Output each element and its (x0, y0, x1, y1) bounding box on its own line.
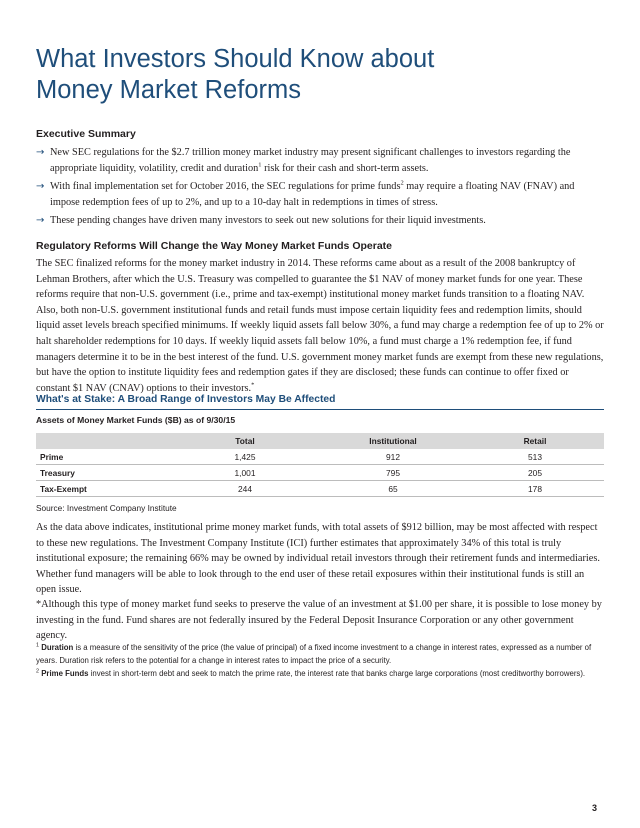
title-line-1: What Investors Should Know about (36, 45, 435, 73)
table-header-retail: Retail (466, 433, 604, 449)
row-label: Treasury (36, 465, 170, 481)
stake-heading: What's at Stake: A Broad Range of Investors May Be Affected (36, 394, 336, 405)
arrow-right-icon: → (36, 215, 45, 226)
table-row (36, 481, 604, 497)
footnote-term: Duration (41, 643, 74, 652)
table-header-row (36, 433, 604, 449)
title-line-2: Money Market Reforms (36, 76, 301, 104)
bullet-text-cont: may require a floating NAV (FNAV) and impose redemption fees of up to 2%, and up to a 10-day halt in redemptions in times of stress. (50, 181, 575, 208)
footnote-text: invest in short-term debt and seek to match the prime rate, the interest rate that banks charge large corporations (most creditworthy borrowers). (88, 669, 586, 678)
footnote-number: 1 (36, 642, 40, 649)
summary-bullet (36, 213, 604, 229)
cell-retail: 513 (466, 449, 604, 465)
arrow-right-icon: → (36, 147, 45, 158)
asterisk-ref: * (251, 381, 255, 389)
summary-bullet (36, 145, 604, 176)
cell-retail: 205 (466, 465, 604, 481)
cell-total: 1,001 (170, 465, 320, 481)
table-header-blank (36, 433, 170, 449)
table-header-institutional: Institutional (320, 433, 466, 449)
table-source: Source: Investment Company Institute (36, 503, 177, 513)
cell-total: 1,425 (170, 449, 320, 465)
cell-total: 244 (170, 481, 320, 497)
executive-summary-heading: Executive Summary (36, 128, 136, 140)
executive-summary-list (36, 145, 604, 232)
page-number: 3 (592, 803, 598, 813)
cell-institutional: 795 (320, 465, 466, 481)
footnote-1 (36, 642, 604, 667)
regulatory-text: The SEC finalized reforms for the money market industry in 2014. These reforms came about as a result of the 2008 bankruptcy of Lehman Brothers, after which the U.S. Treasury was compelled to guarantee the $1 NAV of money market funds for one year. These reforms require that non-U.S. government (i.e., prime and tax-exempt) institutional money market funds transition to a floating NAV. Also, both non-U.S. government institutional funds and retail funds must impose certain liquidity fees and redemption limits, should liquid asset levels breach specified minimums. If weekly liquid assets fall below 30%, a fund may charge a redemption fee of up to 2% or halt shareholder redemptions for 10 days. If weekly liquid assets fall below 10%, a fund must charge a 1% redemption fee, if fund managers determine it to be in the best interest of the fund. U.S. government money market funds are exempt from these new regulations, but have the option to institute liquidity fees and redemption gates if they are disclosed; these funds can continue to offer fixed or constant $1 NAV (CNAV) options to their investors. (36, 258, 604, 394)
analysis-paragraph: As the data above indicates, institutional prime money market funds, with total assets of $912 billion, may be most affected with respect to these new regulations. The Investment Company Institute (ICI) further estimates that approximately 34% of this total is truly institutional exposure; the remaining 66% may be owned by individual retail investors through their retirement funds and intermediaries. Whether fund managers will be able to look through to the end user of these retail exposures within their institutional funds is still an open issue. (36, 522, 600, 596)
cell-retail: 178 (466, 481, 604, 497)
summary-bullet (36, 179, 604, 210)
table-title: Assets of Money Market Funds ($B) as of 9/30/15 (36, 415, 236, 425)
regulatory-heading: Regulatory Reforms Will Change the Way Money Market Funds Operate (36, 240, 392, 252)
footnote-ref: 2 (400, 179, 404, 187)
assets-table (36, 433, 604, 497)
footnote-term: Prime Funds (41, 669, 89, 678)
bullet-text: New SEC regulations for the $2.7 trillion money market industry may present significant challenges to investors regarding the appropriate liquidity, volatility, credit and duration (50, 147, 571, 174)
arrow-right-icon: → (36, 181, 45, 192)
cell-institutional: 912 (320, 449, 466, 465)
section-divider (36, 409, 604, 410)
regulatory-paragraph (36, 256, 604, 396)
footnote-number: 2 (36, 668, 40, 675)
table-header-total: Total (170, 433, 320, 449)
row-label: Tax-Exempt (36, 481, 170, 497)
footnote-text: is a measure of the sensitivity of the price (the value of principal) of a fixed income investment to a change in interest rates, expressed as a number of years. Duration risk refers to the potential for a change in interest rates to impact the price of a security. (36, 643, 592, 665)
asterisk-note: *Although this type of money market fund seeks to preserve the value of an investment at $1.00 per share, it is possible to lose money by investing in the fund. Fund shares are not federally insured by the Federal Deposit Insurance Corporation or any other government agency. (36, 599, 602, 642)
row-label: Prime (36, 449, 170, 465)
footnote-ref: 1 (258, 161, 262, 169)
page-title (36, 44, 604, 106)
bullet-text: With final implementation set for October 2016, the SEC regulations for prime funds (50, 181, 401, 192)
bullet-text: These pending changes have driven many investors to seek out new solutions for their liquid investments. (50, 215, 486, 226)
footnote-2 (36, 668, 604, 681)
cell-institutional: 65 (320, 481, 466, 497)
table-row (36, 465, 604, 481)
bullet-text-cont: risk for their cash and short-term assets. (261, 162, 429, 174)
table-row (36, 449, 604, 465)
